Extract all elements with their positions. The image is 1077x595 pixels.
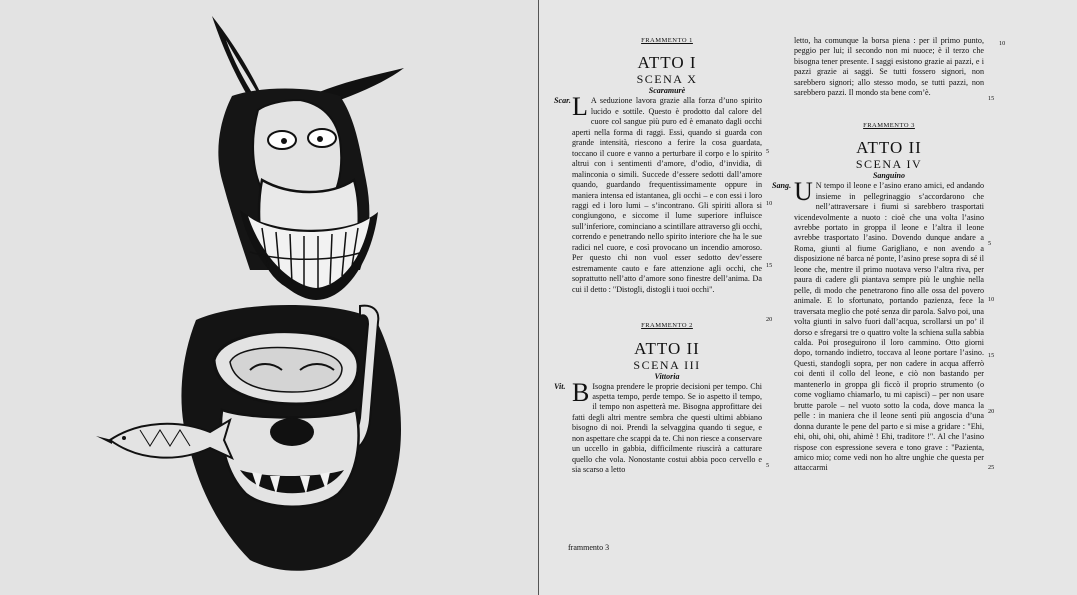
line-number: 20 xyxy=(988,408,995,415)
line-number: 5 xyxy=(988,240,992,247)
fragment-3-dropcap: U xyxy=(794,177,813,207)
line-number: 15 xyxy=(988,95,995,102)
fragment-2-body xyxy=(554,377,762,476)
line-number: 10 xyxy=(988,296,995,303)
fragment-2-dropcap: B xyxy=(572,377,590,407)
line-number: 10 xyxy=(999,40,1006,47)
line-number: 10 xyxy=(766,200,773,207)
folio: frammento 3 xyxy=(568,543,610,552)
continuation-text: letto, ha comunque la borsa piena : per il primo punto, peggio per lui; il secondo non mi nuoce; è il terzo che bisogna tener presente. I saggi esistono grazie ai pazzi, e i pazzi grazie ai saggi. Se tutti fossero signori, non sarebbero signori; allo stesso modo, se tutti pazzi, non sarebbero pazzi. Il mondo sta bene com’è. xyxy=(794,36,984,98)
fragment-1-speaker: Scar. xyxy=(554,96,571,106)
line-number: 20 xyxy=(766,316,773,323)
fragment-3-label: FRAMMENTO 3 xyxy=(863,121,915,129)
line-number: 5 xyxy=(766,148,770,155)
fragment-3-character: Sanguino xyxy=(872,171,906,181)
fragment-3-body xyxy=(772,177,984,474)
left-page xyxy=(0,0,538,595)
line-number: 5 xyxy=(766,462,770,469)
column-left xyxy=(554,36,762,476)
column-right xyxy=(772,36,984,474)
fragment-2-text: Isogna prendere le proprie decisioni per tempo. Chi aspetta tempo, perde tempo. Se io aspetto il tempo, il tempo non aspetterà me. Bisogna approfittare dei fatti degli altri mentre sembra che questi ultimi abbiano bisogno di noi. Prendi la selvaggina quando ti segue, e non aspettare che scappi da te. Chi non riesce a conservare un uccello in gabbia, difficilmente riuscirà a catturare quello che vola. Nonostante costui abbia poco cervello e sia scarso a letto xyxy=(572,381,762,475)
fragment-2-act: ATTO II xyxy=(634,338,700,358)
fragment-1-character: Scaramurè xyxy=(648,86,686,96)
fragment-2-scene: SCENA III xyxy=(633,357,701,372)
fragment-3-text: N tempo il leone e l’asino erano amici, ed andando insieme in pellegrinaggio s’accordarono che nell’attraversare i fiumi si sarebbero trasportati vicendevolmente a nuoto : cioè che una volta l’asino avrebbe portato in groppa il leone e l’altra il leone avrebbe trasportato l’asino. Dovendo dunque andare a Roma, giunti al fiume Garigliano, e non avendo a disposizione né barca né ponte, l’asino prese sopra di sé il leone che, mentre il primo nuotava verso l’altra riva, per paura di cadere gli piantava sempre più le unghie nella pelle, di modo che penetrarono fino alle ossa del povero animale. E lo sfortunato, portando pazienza, fece la traversata meglio che poté senza dir parola. Salvo poi, una volta giunti in salvo fuori dall’acqua, scrollarsi un po’ il dorso e sfregarsi tre o quattro volte la schiena sulla sabbia calda. Poi proseguirono il loro cammino. Otto giorni dopo, tornando indietro, toccava al leone portare l’asino. Questi, standogli sopra, per non cadere in acqua afferrò coi denti il collo del leone, e ciò non bastando per mantenerlo in groppa gli ficcò il proprio strumento (o come vogliamo chiamarlo, tu mi capisci) – per non usare brutte parole – nel vuoto sotto la coda, dove manca la pelle : in maniera che il leone sentì più angoscia d’una donna durante le pene del parto e si mise a gridare : "Ehi, ehi, ohi, ohi, ohi, ahimè ! Ehi, traditore !". Al che l’asino rispose con espressione severa e tono grave : "Pazienta, amico mio; come vedi non ho altre unghie che questa per attaccarmi xyxy=(794,181,984,473)
fragment-1-act: ATTO I xyxy=(637,53,697,73)
fragment-2-label: FRAMMENTO 2 xyxy=(641,322,693,330)
fragment-1-scene: SCENA X xyxy=(636,72,698,87)
fragment-3-scene: SCENA IV xyxy=(855,157,923,172)
donkey-lion-illustration xyxy=(0,0,538,595)
fragment-1-text: A seduzione lavora grazie alla forza d’uno spirito lucido e sottile. Questo è prodotto dal calore del cuore col sangue più puro ed è emanato dagli occhi aperti nella forma di raggi. Essi, quando si guarda con grande intensità, riescono a ferire la cosa guardata, toccano il cuore e vanno a perturbare il corpo e lo spirito altrui con i sentimenti d’amore, d’odio, d’invidia, di malinconia o simili. Succede d’essere sedotti dall’amore quando, guardando frequentissimamente oppure in maniera intensa ed istantanea, gli occhi – e con essi i loro raggi ed i loro lumi – s’incontrano. Gli spiriti allora si congiungono, e siccome il lume superiore influisce sull’inferiore, cominciano a scintillare attraverso gli occhi, correndo e penetrando nello spirito interiore che ha le sue radici nel cuore, e così provocano un incendio amoroso. Per questo chi non vuol esser sedotto dev’essere estremamente cauto e fare attenzione agli occhi, che soprattutto nell’atto d’amore sono finestre dell’anima. Da cui il detto : "Distogli, distogli i tuoi occhi". xyxy=(572,96,762,294)
line-number: 15 xyxy=(988,352,995,359)
fragment-1-label: FRAMMENTO 1 xyxy=(641,37,693,44)
fragment-1-dropcap: L xyxy=(572,92,588,122)
fragment-2-speaker: Vit. xyxy=(554,381,566,391)
fragment-3-act: ATTO II xyxy=(856,138,922,158)
line-number: 25 xyxy=(988,464,995,471)
fragment-3-speaker: Sang. xyxy=(772,181,792,191)
fragment-2-character: Vittoria xyxy=(654,371,680,381)
line-number: 15 xyxy=(766,262,773,269)
fragment-1-body xyxy=(554,92,762,295)
